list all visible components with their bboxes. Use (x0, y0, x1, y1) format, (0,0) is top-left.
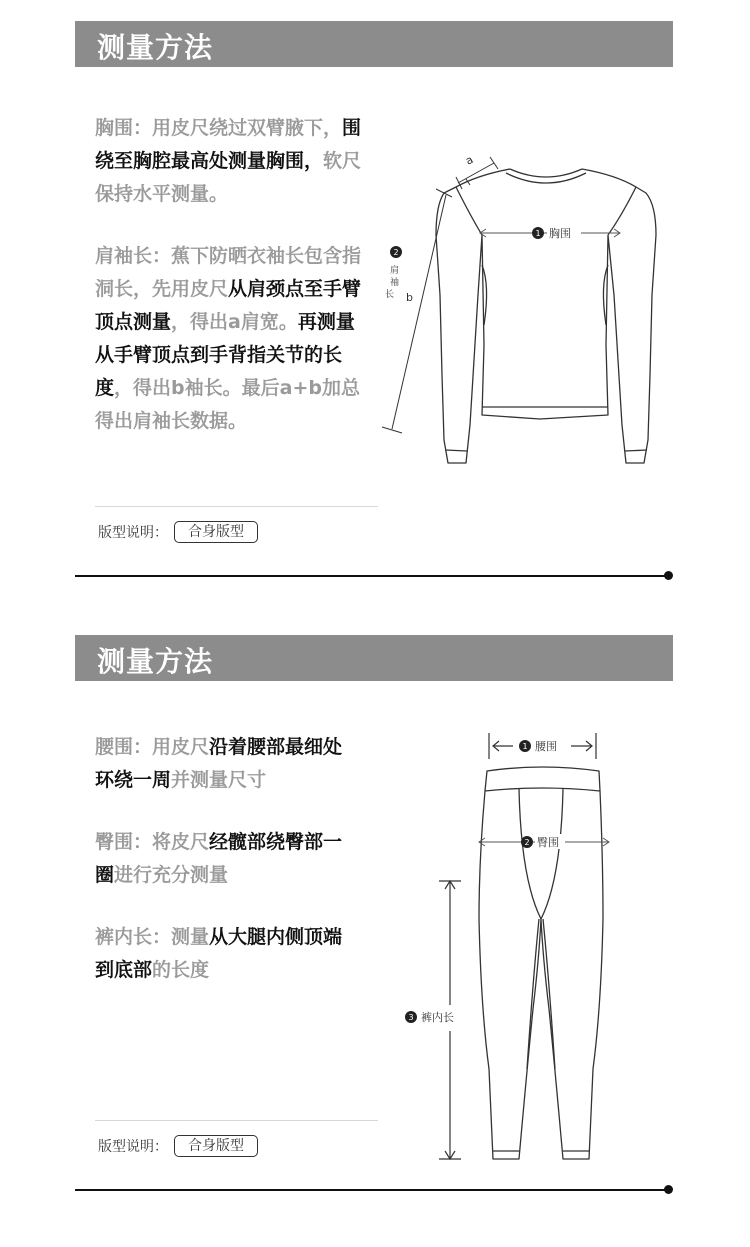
chest-marker-number: 1 (535, 229, 541, 238)
hip-text-3: 进行充分测量 (114, 864, 229, 886)
neckline-outline (510, 169, 582, 177)
hip-marker-number: 2 (524, 838, 530, 847)
top-garment-diagram (370, 145, 690, 475)
sleeve-text-5: ，得出b袖长。最后a+b加总得出肩袖长数据。 (95, 377, 360, 432)
chest-marker-label: 胸围 (549, 227, 571, 240)
inseam-text-3: 的长度 (152, 959, 210, 981)
pants-garment-diagram (395, 729, 625, 1169)
shoulder-seam-left (456, 187, 482, 235)
section-rule (75, 1189, 667, 1191)
chest-label: 胸围： (95, 117, 153, 139)
crotch-seam-right (543, 919, 555, 1069)
neckline-inner (506, 173, 586, 183)
chest-text-2: 围绕至胸腔最高处测量胸围， (95, 117, 362, 172)
waist-marker-label: 腰围 (535, 740, 557, 753)
section-title: 测量方法 (97, 645, 214, 678)
section-title: 测量方法 (97, 31, 214, 64)
chest-text-3: 软尺保持水平测量。 (95, 150, 362, 205)
hip-text-2: 经髋部绕臀部一圈 (95, 831, 343, 886)
hip-marker-label: 臀围 (537, 836, 559, 849)
fit-label: 版型说明： (98, 1139, 168, 1155)
waist-text-2: 沿着腰部最细处环绕一周 (95, 736, 343, 791)
sleeve-marker-char-2: 袖 (390, 278, 400, 288)
measurement-section-bottom (0, 614, 750, 1247)
waist-instruction (95, 731, 360, 797)
fit-description (98, 1135, 258, 1157)
sleeve-length-label: b (406, 291, 413, 304)
waist-text-1: 用皮尺 (152, 736, 210, 758)
shoulder-seam-right (608, 187, 636, 235)
hip-instruction (95, 826, 360, 892)
shoulder-width-label: a (463, 153, 476, 168)
sleeve-marker-number: 2 (393, 248, 399, 257)
fit-tag: 合身版型 (174, 1135, 258, 1157)
inseam-marker-number: 3 (408, 1013, 414, 1022)
inseam-instruction (95, 921, 360, 987)
waist-text-3: 并测量尺寸 (171, 769, 267, 791)
thin-divider (95, 1120, 378, 1121)
section-banner (75, 635, 673, 681)
inseam-text-2: 从大腿内侧顶端到底部 (95, 926, 343, 981)
hip-label: 臀围： (95, 831, 153, 853)
fit-tag: 合身版型 (174, 521, 258, 543)
fly-panel (519, 789, 563, 919)
inseam-marker-label: 裤内长 (421, 1011, 454, 1024)
hip-text-1: 将皮尺 (152, 831, 210, 853)
fit-description (98, 521, 258, 543)
measurement-section-top (0, 0, 750, 600)
chest-instruction (95, 112, 363, 211)
section-rule (75, 575, 667, 577)
inseam-label: 裤内长： (95, 926, 172, 948)
waistband (485, 767, 600, 791)
thin-divider (95, 506, 378, 507)
sleeve-text-1: 蕉下防晒衣袖长包含指洞长，先用皮尺 (95, 245, 362, 300)
cuff-left (445, 450, 467, 451)
sleeve-instruction (95, 240, 365, 438)
section-rule-dot (664, 571, 673, 580)
cuff-right (625, 450, 647, 451)
sleeve-marker-char-1: 肩 (390, 266, 400, 276)
inseam-text-1: 测量 (171, 926, 210, 948)
fit-label: 版型说明： (98, 525, 168, 541)
sleeve-text-4: 再测量从手臂顶点到手背指关节的长度 (95, 311, 355, 399)
sleeve-marker-char-3: 长 (385, 290, 395, 300)
waist-label: 腰围： (95, 736, 153, 758)
sleeve-text-3: ，得出a肩宽。 (171, 311, 298, 333)
waist-marker-number: 1 (522, 742, 528, 751)
section-banner (75, 21, 673, 67)
sleeve-label: 肩袖长： (95, 245, 172, 267)
crotch-seam (527, 919, 539, 1069)
section-rule-dot (664, 1185, 673, 1194)
chest-text-1: 用皮尺绕过双臂腋下， (152, 117, 343, 139)
sleeve-text-2: 从肩颈点至手臂顶点测量 (95, 278, 362, 333)
